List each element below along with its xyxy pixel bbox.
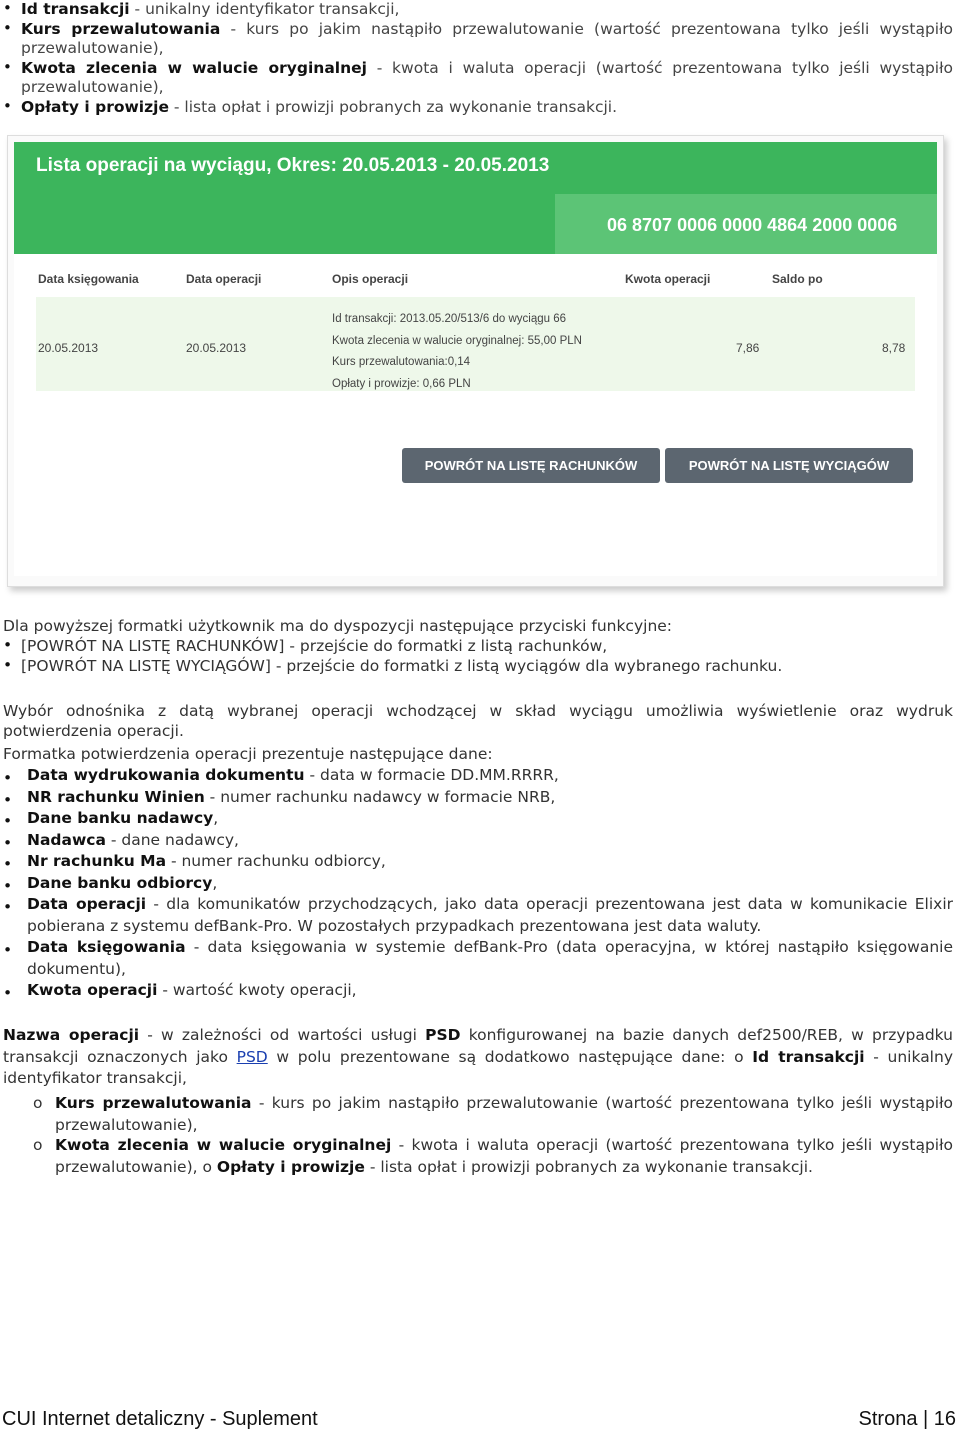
table-row [36, 297, 915, 391]
sub-list-item: o Kwota zlecenia w walucie oryginalnej - kwota i waluta operacji (wartość prezentowana tylko jeśli wystąpiło przewalutowanie), o Opłaty i prowizje - lista opłat i prowizji pobranych za wykonanie transakcji. [33, 1136, 953, 1176]
confirm-paragraph: Formatka potwierdzenia operacji prezentuje następujące dane: [3, 745, 493, 763]
list-item: • Kurs przewalutowania - kurs po jakim nastąpiło przewalutowanie (wartość prezentowana tylko jeśli wystąpiło przewalutowanie), [3, 20, 953, 59]
column-header-description[interactable]: Opis operacji [332, 272, 409, 286]
list-item: • Kwota zlecenia w walucie oryginalnej - kwota i waluta operacji (wartość prezentowana tylko jeśli wystąpiło przewalutowanie), [3, 59, 953, 98]
transaction-id-line: Id transakcji: 2013.05.20/513/6 do wyciągu 66 [332, 313, 566, 325]
select-paragraph: Wybór odnośnika z datą wybranej operacji wchodzącej w skład wyciągu umożliwia wyświetlenie oraz wydruk potwierdzenia operacji. [3, 702, 953, 740]
operation-description [332, 309, 582, 395]
column-header-balance[interactable]: Saldo po [772, 272, 823, 286]
sub-list-item: o Kurs przewalutowania - kurs po jakim nastąpiło przewalutowanie (wartość prezentowana tylko jeśli wystąpiło przewalutowanie), [33, 1094, 953, 1134]
back-to-accounts-button[interactable]: POWRÓT NA LISTĘ RACHUNKÓW [402, 448, 660, 483]
column-header-posting-date[interactable]: Data księgowania [38, 272, 139, 286]
buttons-list [3, 637, 953, 676]
operation-amount: 7,86 [736, 341, 760, 355]
list-item: • Id transakcji - unikalny identyfikator transakcji, [3, 0, 953, 20]
psd-link[interactable]: PSD [236, 1047, 268, 1066]
balance-after: 8,78 [882, 341, 906, 355]
list-item: • Data księgowania - data księgowania w systemie defBank-Pro (data operacyjna, w której nastąpiło księgowanie dokumentu), [3, 937, 953, 980]
list-item: • Nadawca - dane nadawcy, [3, 830, 953, 852]
buttons-intro: Dla powyższej formatki użytkownik ma do dyspozycji następujące przyciski funkcyjne: [3, 617, 673, 635]
operation-date-link[interactable]: 20.05.2013 [186, 341, 247, 355]
footer-title: CUI Internet detaliczny - Suplement [2, 1408, 318, 1430]
column-header-operation-date[interactable]: Data operacji [186, 272, 262, 286]
fees-line: Opłaty i prowizje: 0,66 PLN [332, 377, 471, 390]
list-item: • Dane banku nadawcy, [3, 808, 953, 830]
list-item: • Data operacji - dla komunikatów przychodzących, jako data operacji prezentowana jest data w komunikacie Elixir pobierana z systemu defBank-Pro. W pozostałych przypadkach prezentowana jest data waluty. [3, 894, 953, 937]
statement-title: Lista operacji na wyciągu, Okres: 20.05.2013 - 20.05.2013 [36, 155, 550, 176]
embedded-screenshot [7, 135, 944, 587]
page-number: Strona | 16 [858, 1408, 956, 1430]
list-item: • Dane banku odbiorcy, [3, 873, 953, 895]
top-field-list [3, 0, 953, 117]
account-number: 06 8707 0006 0000 4864 2000 0006 [607, 215, 898, 235]
posting-date-link[interactable]: 20.05.2013 [38, 341, 99, 355]
list-item: • [POWRÓT NA LISTĘ WYCIĄGÓW] - przejście do formatki z listą wyciągów dla wybranego rachunku. [3, 657, 953, 677]
confirmation-data-list [3, 765, 953, 1002]
list-item: • Nr rachunku Ma - numer rachunku odbiorcy, [3, 851, 953, 873]
list-item: • NR rachunku Winien - numer rachunku nadawcy w formacie NRB, [3, 787, 953, 809]
list-item: • Kwota operacji - wartość kwoty operacji, [3, 980, 953, 1002]
original-amount-line: Kwota zlecenia w walucie oryginalnej: 55,00 PLN [332, 334, 582, 347]
operation-name-paragraph: Nazwa operacji - w zależności od wartości usługi PSD konfigurowanej na bazie danych def2500/REB, w przypadku transakcji oznaczonych jako PSD w polu prezentowane są dodatkowo następujące dane: o Id transakcji - unikalny identyfikator transakcji, [3, 1026, 953, 1087]
exchange-rate-line: Kurs przewalutowania:0,14 [332, 356, 471, 368]
list-item: • Data wydrukowania dokumentu - data w formacie DD.MM.RRRR, [3, 765, 953, 787]
back-to-statements-button[interactable]: POWRÓT NA LISTĘ WYCIĄGÓW [665, 448, 913, 483]
statement-header [14, 142, 937, 254]
list-item: • Opłaty i prowizje - lista opłat i prowizji pobranych za wykonanie transakcji. [3, 98, 953, 118]
account-box [555, 194, 937, 254]
column-header-amount[interactable]: Kwota operacji [625, 272, 711, 286]
statement-panel [14, 142, 937, 576]
list-item: • [POWRÓT NA LISTĘ RACHUNKÓW] - przejście do formatki z listą rachunków, [3, 637, 953, 657]
